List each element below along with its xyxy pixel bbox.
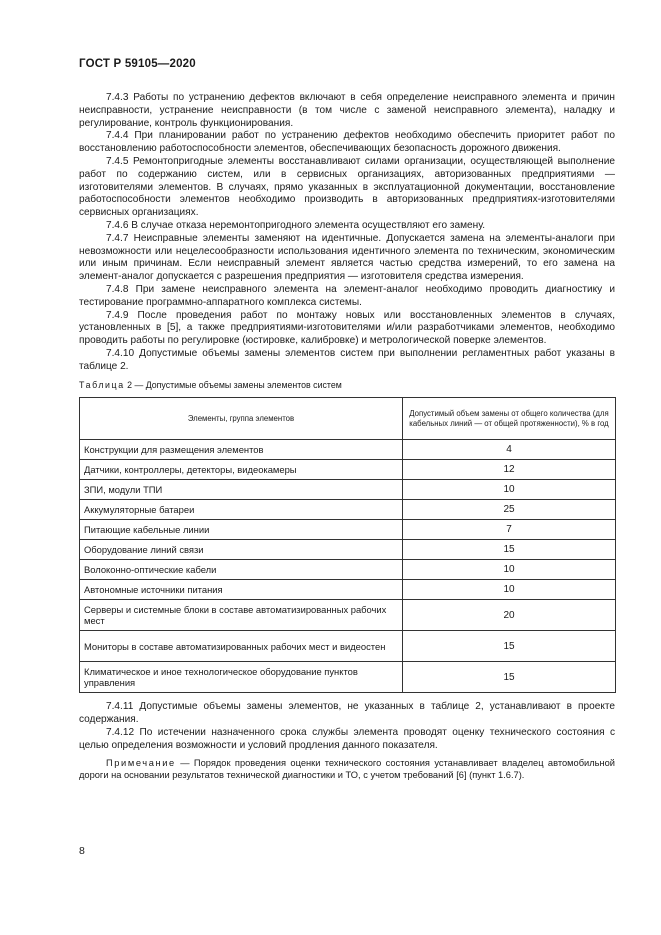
table-row — [80, 520, 616, 540]
paragraph-7-4-8: 7.4.8 При замене неисправного элемента на элемент-аналог необходимо проводить диагностику и тестирование программно-аппаратного комплекса системы. — [79, 283, 615, 308]
paragraphs-after-table — [79, 701, 615, 752]
page-number: 8 — [79, 845, 85, 857]
table-row — [80, 662, 616, 693]
paragraph-7-4-3: 7.4.3 Работы по устранению дефектов включают в себя определение неисправного элемента и причин неисправности, устранение неисправности (в том числе с заменой неисправного элемента), наладку и регулирование, контроль функционирования. — [79, 92, 615, 129]
row-name: Датчики, контроллеры, детекторы, видеокамеры — [80, 460, 403, 480]
row-value: 7 — [403, 520, 616, 540]
paragraph-7-4-7: 7.4.7 Неисправные элементы заменяют на идентичные. Допускается замена на элементы-аналоги при невозможности или нецелесообразности использования идентичного элемента по техническим, экономическим или иным причинам. Если неисправный элемент является частью средства измерений, то его замена на элемент-аналог допускается с разрешения предприятия — изготовителя средства измерения. — [79, 232, 615, 283]
row-name: Климатическое и иное технологическое оборудование пунктов управления — [80, 662, 403, 693]
table-row — [80, 631, 616, 662]
table-caption — [79, 379, 615, 392]
table-row — [80, 480, 616, 500]
note-text: — Порядок проведения оценки технического состояния устанавливает владелец автомобильной дороги на основании результатов технической диагностики и ТО, с учетом требований [6] (пункт 1.6.7). — [79, 757, 615, 781]
paragraph-7-4-5: 7.4.5 Ремонтопригодные элементы восстанавливают силами организации, осуществляющей выполнение работ по содержанию систем, или в сервисных организациях, авторизованных предприятиями — изготовителями элементов. В случаях, прямо указанных в эксплуатационной документации, восстановление работоспособности элементов необходимо производить в авторизованных предприятиях-изготовителями сервисных организациях. — [79, 155, 615, 219]
paragraph-7-4-6: 7.4.6 В случае отказа неремонтопригодного элемента осуществляют его замену. — [106, 219, 486, 231]
row-name: Мониторы в составе автоматизированных рабочих мест и видеостен — [80, 631, 403, 662]
row-value: 12 — [403, 460, 616, 480]
row-name: Аккумуляторные батареи — [80, 500, 403, 520]
row-value: 20 — [403, 600, 616, 631]
note — [79, 757, 615, 783]
replacement-volume-table — [79, 397, 616, 693]
document-header: ГОСТ Р 59105—2020 — [79, 58, 196, 70]
row-value: 10 — [403, 480, 616, 500]
paragraph-7-4-9: 7.4.9 После проведения работ по монтажу новых или восстановленных элементов в случаях, установленных в [5], а также предприятиями-изготовителями и/или разработчиками элементов, необходимо проводить работы по регулировке (юстировке, калибровке) и метрологической поверке элементов. — [79, 309, 615, 347]
table-row — [80, 460, 616, 480]
header-elements: Элементы, группа элементов — [80, 398, 403, 440]
table-row — [80, 560, 616, 580]
row-name: Конструкции для размещения элементов — [80, 440, 403, 460]
row-name: ЗПИ, модули ТПИ — [80, 480, 403, 500]
row-value: 15 — [403, 540, 616, 560]
row-name: Автономные источники питания — [80, 580, 403, 600]
paragraph-7-4-4: 7.4.4 При планировании работ по устранению дефектов необходимо обеспечить приоритет работ по восстановлению работоспособности элементов, обеспечивающих безопасность дорожного движения. — [79, 130, 615, 155]
table-row — [80, 440, 616, 460]
paragraph-7-4-12: 7.4.12 По истечении назначенного срока службы элемента проводят оценку технического состояния с целью определения возможности и условий продления данного показателя. — [79, 726, 615, 751]
table-caption-label: Таблица — [79, 379, 125, 390]
table-row — [80, 600, 616, 631]
row-value: 10 — [403, 560, 616, 580]
row-value: 25 — [403, 500, 616, 520]
page-content — [79, 92, 615, 782]
table-caption-text: 2 — Допустимые объемы замены элементов систем — [124, 379, 342, 390]
paragraph-7-4-11: 7.4.11 Допустимые объемы замены элементов, не указанных в таблице 2, устанавливают в проекте содержания. — [79, 701, 615, 726]
row-name: Питающие кабельные линии — [80, 520, 403, 540]
paragraph-7-4-10: 7.4.10 Допустимые объемы замены элементов систем при выполнении регламентных работ указаны в таблице 2. — [79, 347, 615, 372]
table-row — [80, 500, 616, 520]
row-value: 15 — [403, 662, 616, 693]
row-name: Серверы и системные блоки в составе автоматизированных рабочих мест — [80, 600, 403, 631]
note-label: Примечание — [106, 757, 176, 768]
table-row — [80, 540, 616, 560]
header-allowed-volume: Допустимый объем замены от общего количества (для кабельных линий — от общей протяженности), % в год — [403, 398, 616, 440]
table-header-row — [80, 398, 616, 440]
table-row — [80, 580, 616, 600]
row-value: 4 — [403, 440, 616, 460]
row-value: 15 — [403, 631, 616, 662]
row-name: Оборудование линий связи — [80, 540, 403, 560]
row-value: 10 — [403, 580, 616, 600]
row-name: Волоконно-оптические кабели — [80, 560, 403, 580]
